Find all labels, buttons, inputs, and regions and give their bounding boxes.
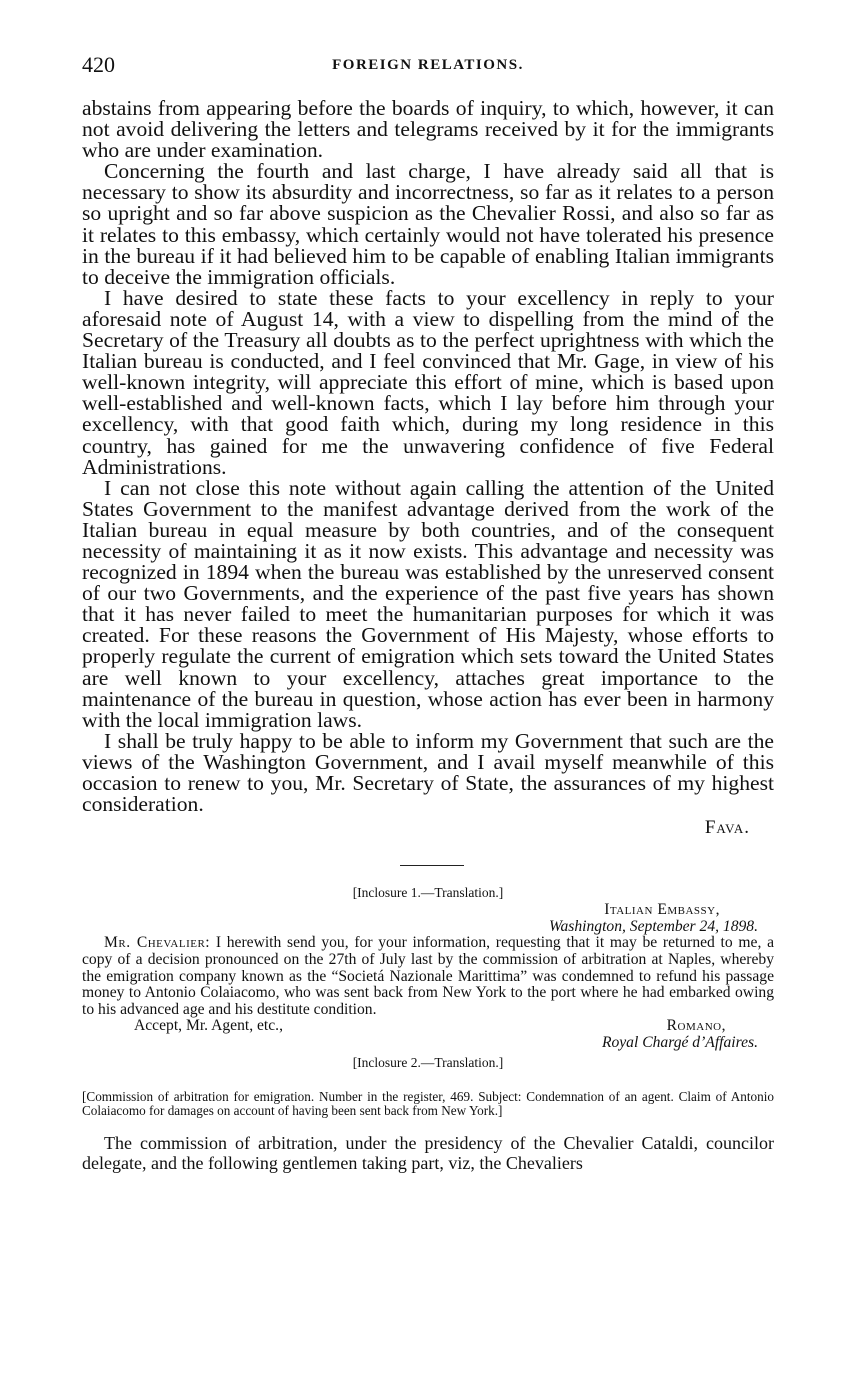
signer-name: Romano,: [666, 1017, 726, 1035]
paragraph-advantage: I can not close this note without again calling the attention of the United States Government to the manifest advantage derived from the work of the Italian bureau in equal measure by both countries, and of the consequent necessity of maintaining it as it now exists. This advantage and necessity was recognized in 1894 when the bureau was established by the unreserved consent of our two Governments, and the experience of the past five years has shown that it has never failed to meet the humanitarian purposes for which it was created. For these reasons the Government of His Majesty, whose efforts to properly regulate the current of emigration which sets toward the United States are well known to your excellency, attaches great importance to the maintenance of the bureau in question, whose action has ever been in harmony with the local immigration laws.: [82, 475, 774, 732]
signature-fava: Fava.: [704, 817, 750, 839]
paragraph-continued: abstains from appearing before the boards of inquiry, to which, however, it can not avoid delivering the letters and telegrams received by it for the immigrants who are under examination.: [82, 96, 774, 163]
inclosure2-body: [82, 1133, 774, 1173]
paragraph-closing: I shall be truly happy to be able to inform my Government that such are the views of the Washington Government, and I avail myself meanwhile of this occasion to renew to you, Mr. Secretary of State, the assurances of my highest consideration.: [82, 728, 774, 817]
inclosure1-place: Italian Embassy,: [604, 901, 720, 919]
document-page: [82, 52, 774, 1173]
paragraph-facts: I have desired to state these facts to your excellency in reply to your aforesaid note of August 14, with a view to dispelling from the mind of the Secretary of the Treasury all doubts as to the perfect uprightness with which the Italian bureau is conducted, and I feel convinced that Mr. Gage, in view of his well-known integrity, will appreciate this effort of mine, which is based upon well-established and well-known facts, which I lay before him through your excellency, with that good faith which, during my long residence in this country, has gained for me the unwavering confidence of five Federal Administrations.: [82, 285, 774, 479]
section-divider: [400, 865, 464, 866]
accept-line: [82, 1018, 774, 1035]
paragraph-fourth-charge: Concerning the fourth and last charge, I have already said all that is necessary to show its absurdity and incorrectness, so far as it relates to a person so upright and so far above suspicion as the Chevalier Rossi, and also so far as it relates to this embassy, which certainly would not have tolerated his presence in the bureau if it had believed him to be capable of enabling Italian immigrants to deceive the immigration officials.: [82, 159, 774, 289]
salutation: Mr. Chevalier:: [104, 934, 211, 952]
inclosure1: [82, 902, 774, 1052]
page-number: 420: [82, 52, 115, 77]
letter-body: [82, 98, 774, 815]
inclosure2-bracket-note: [Commission of arbitration for emigration. Number in the register, 469. Subject: Condemnation of an agent. Claim of Antonio Colaiacomo for damages on account of having been sent back from New York.]: [82, 1088, 774, 1118]
running-title: FOREIGN RELATIONS.: [332, 57, 524, 73]
inclosure2-text: The commission of arbitration, under the presidency of the Chevalier Cataldi, councilor delegate, and the following gentlemen taking part, viz, the Chevaliers: [82, 1133, 774, 1174]
inclosure1-caption: [Inclosure 1.—Translation.]: [352, 885, 504, 901]
inclosure1-date: Washington, September 24, 1898.: [548, 917, 758, 935]
page-header: [82, 52, 774, 82]
signer-title: Royal Chargé d’Affaires.: [601, 1034, 758, 1052]
inclosure2-caption: [Inclosure 2.—Translation.]: [352, 1054, 504, 1070]
closing-formula: Accept, Mr. Agent, etc.,: [134, 1017, 283, 1035]
inclosure1-body: I herewith send you, for your information, requesting that it may be returned to me, a copy of a decision pronounced on the 27th of July last by the commission of arbitration at Naples, whereby the emigration company known as the “Societá Nazionale Marittima” was condemned to refund his passage money to Antonio Colaiacomo, who was sent back from New York to the port where he had embarked owing to his advanced age and his destitute condition.: [82, 934, 774, 1018]
inclosure1-text: [82, 935, 774, 1018]
